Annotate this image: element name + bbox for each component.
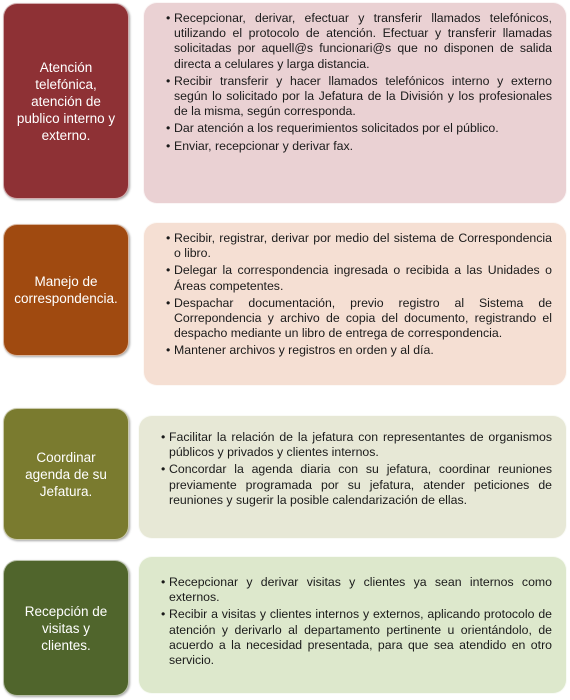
category-label-agenda: Coordinar agenda de su Jefatura. bbox=[3, 408, 129, 540]
task-list-visitas bbox=[138, 556, 567, 694]
task-list-telefonia bbox=[143, 2, 567, 204]
task-item: • Despachar documentación, previo registro al Sistema de Correpondencia y archivo de copia del documento, registrando el despacho mediante un libro de entrega de correspondencia. bbox=[174, 296, 552, 342]
category-label-correspondencia: Manejo de correspondencia. bbox=[3, 224, 129, 356]
category-label-visitas: Recepción de visitas y clientes. bbox=[3, 560, 129, 696]
task-item: • Recibir transferir y hacer llamados telefónicos interno y externo según lo solicitado por la Jefatura de la División y los profesionales de la misma, según corresponda. bbox=[174, 74, 552, 120]
task-item: • Enviar, recepcionar y derivar fax. bbox=[174, 139, 552, 154]
task-item: • Recepcionar y derivar visitas y clientes ya sean internos como externos. bbox=[169, 575, 552, 605]
task-item: • Dar atención a los requerimientos solicitados por el público. bbox=[174, 121, 552, 136]
task-item: • Delegar la correspondencia ingresada o recibida a las Unidades o Áreas competentes. bbox=[174, 263, 552, 293]
category-label-telefonia: Atención telefónica, atención de publico interno y externo. bbox=[3, 3, 129, 199]
task-item: • Recepcionar, derivar, efectuar y transferir llamados telefónicos, utilizando el protocolo de atención. Efectuar y transferir llamadas solicitadas por aquell@s funcionari@s que no disponen de salida directa a celulares y larga distancia. bbox=[174, 11, 552, 72]
task-item: • Concordar la agenda diaria con su jefatura, coordinar reuniones previamente programada por su jefatura, atender peticiones de reuniones y sugerir la posible calendarización de ellas. bbox=[169, 462, 552, 508]
task-list-correspondencia bbox=[143, 222, 567, 386]
task-item: • Facilitar la relación de la jefatura con representantes de organismos públicos y privados y clientes internos. bbox=[169, 430, 552, 460]
task-item: • Recibir a visitas y clientes internos y externos, aplicando protocolo de atención y derivarlo al departamento pertinente u orientándolo, de acuerdo a la necesidad presentada, para que sea atendido en otro servicio. bbox=[169, 607, 552, 668]
task-item: • Mantener archivos y registros en orden y al día. bbox=[174, 343, 552, 358]
task-list-agenda bbox=[138, 415, 567, 539]
task-item: • Recibir, registrar, derivar por medio del sistema de Correspondencia o libro. bbox=[174, 231, 552, 261]
